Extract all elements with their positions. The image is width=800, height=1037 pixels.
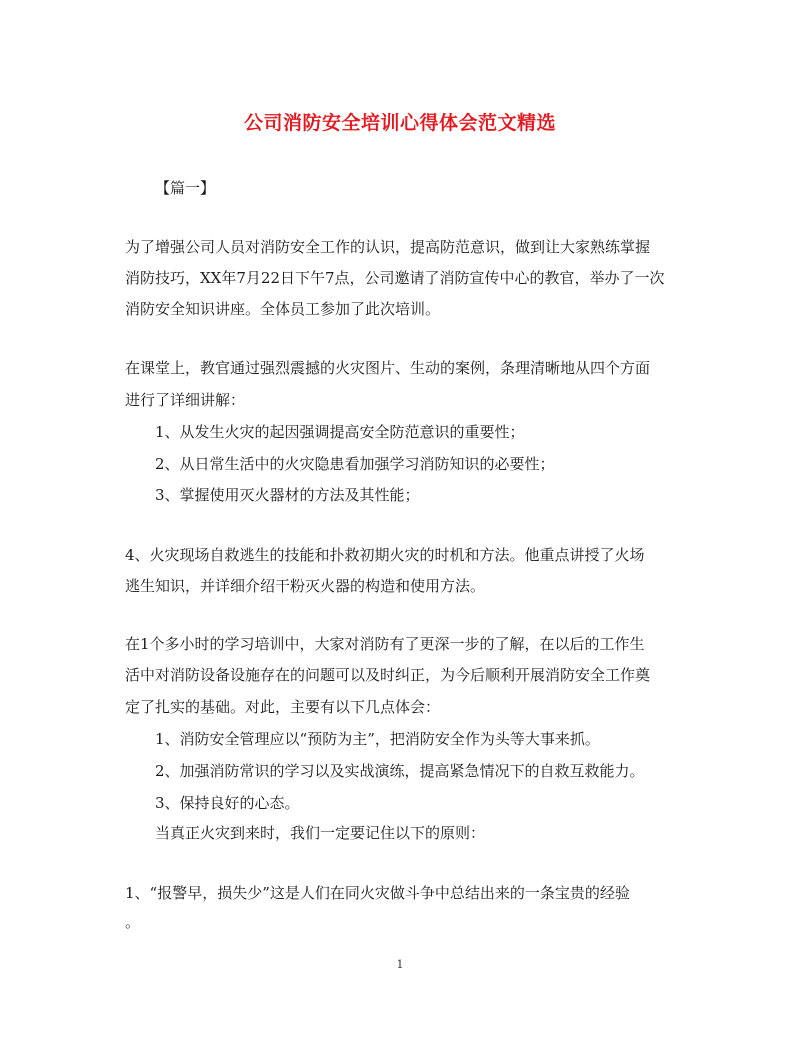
- paragraph-3-line-2: 逃生知识，并详细介绍干粉灭火器的构造和使用方法。: [125, 577, 486, 595]
- document-title: 公司消防安全培训心得体会范文精选: [243, 112, 556, 134]
- paragraph-4-line-1: 在1个多小时的学习培训中，大家对消防有了更深一步的了解，在以后的工作生: [125, 635, 645, 653]
- paragraph-4-line-2: 活中对消防设备设施存在的问题可以及时纠正，为今后顺利开展消防安全工作奠: [125, 666, 651, 684]
- paragraph-2-line-1: 在课堂上，教官通过强烈震撼的火灾图片、生动的案例，条理清晰地从四个方面: [125, 359, 651, 377]
- list-1-item-3: 3、掌握使用灭火器材的方法及其性能；: [155, 486, 420, 504]
- list-2-item-3: 3、保持良好的心态。: [155, 794, 300, 812]
- paragraph-5-line-1: 1、“报警早，损失少”这是人们在同火灾做斗争中总结出来的一条宝贵的经验: [125, 884, 630, 902]
- list-2-item-1: 1、消防安全管理应以“预防为主”，把消防安全作为头等大事来抓。: [155, 730, 600, 748]
- paragraph-1-line-2: 消防技巧，XX年7月22日下午7点，公司邀请了消防宣传中心的教官，举办了一次: [125, 269, 665, 287]
- paragraph-3-line-1: 4、火灾现场自救逃生的技能和扑救初期火灾的时机和方法。他重点讲授了火场: [125, 546, 645, 564]
- principles-intro: 当真正火灾到来时，我们一定要记住以下的原则：: [155, 824, 486, 842]
- list-1-item-2: 2、从日常生活中的火灾隐患看加强学习消防知识的必要性；: [155, 455, 555, 473]
- page-number: 1: [396, 958, 404, 971]
- paragraph-1-line-3: 消防安全知识讲座。全体员工参加了此次培训。: [125, 300, 441, 318]
- list-2-item-2: 2、加强消防常识的学习以及实战演练，提高紧急情况下的自救互救能力。: [155, 762, 645, 780]
- list-1-item-1: 1、从发生火灾的起因强调提高安全防范意识的重要性；: [155, 423, 525, 441]
- paragraph-1-line-1: 为了增强公司人员对消防安全工作的认识，提高防范意识，做到让大家熟练掌握: [125, 238, 651, 256]
- paragraph-5-line-2: 。: [125, 913, 141, 931]
- paragraph-2-line-2: 进行了详细讲解：: [125, 391, 246, 409]
- paragraph-4-line-3: 定了扎实的基础。对此，主要有以下几点体会：: [125, 698, 441, 716]
- section-heading: 【篇一】: [155, 179, 216, 197]
